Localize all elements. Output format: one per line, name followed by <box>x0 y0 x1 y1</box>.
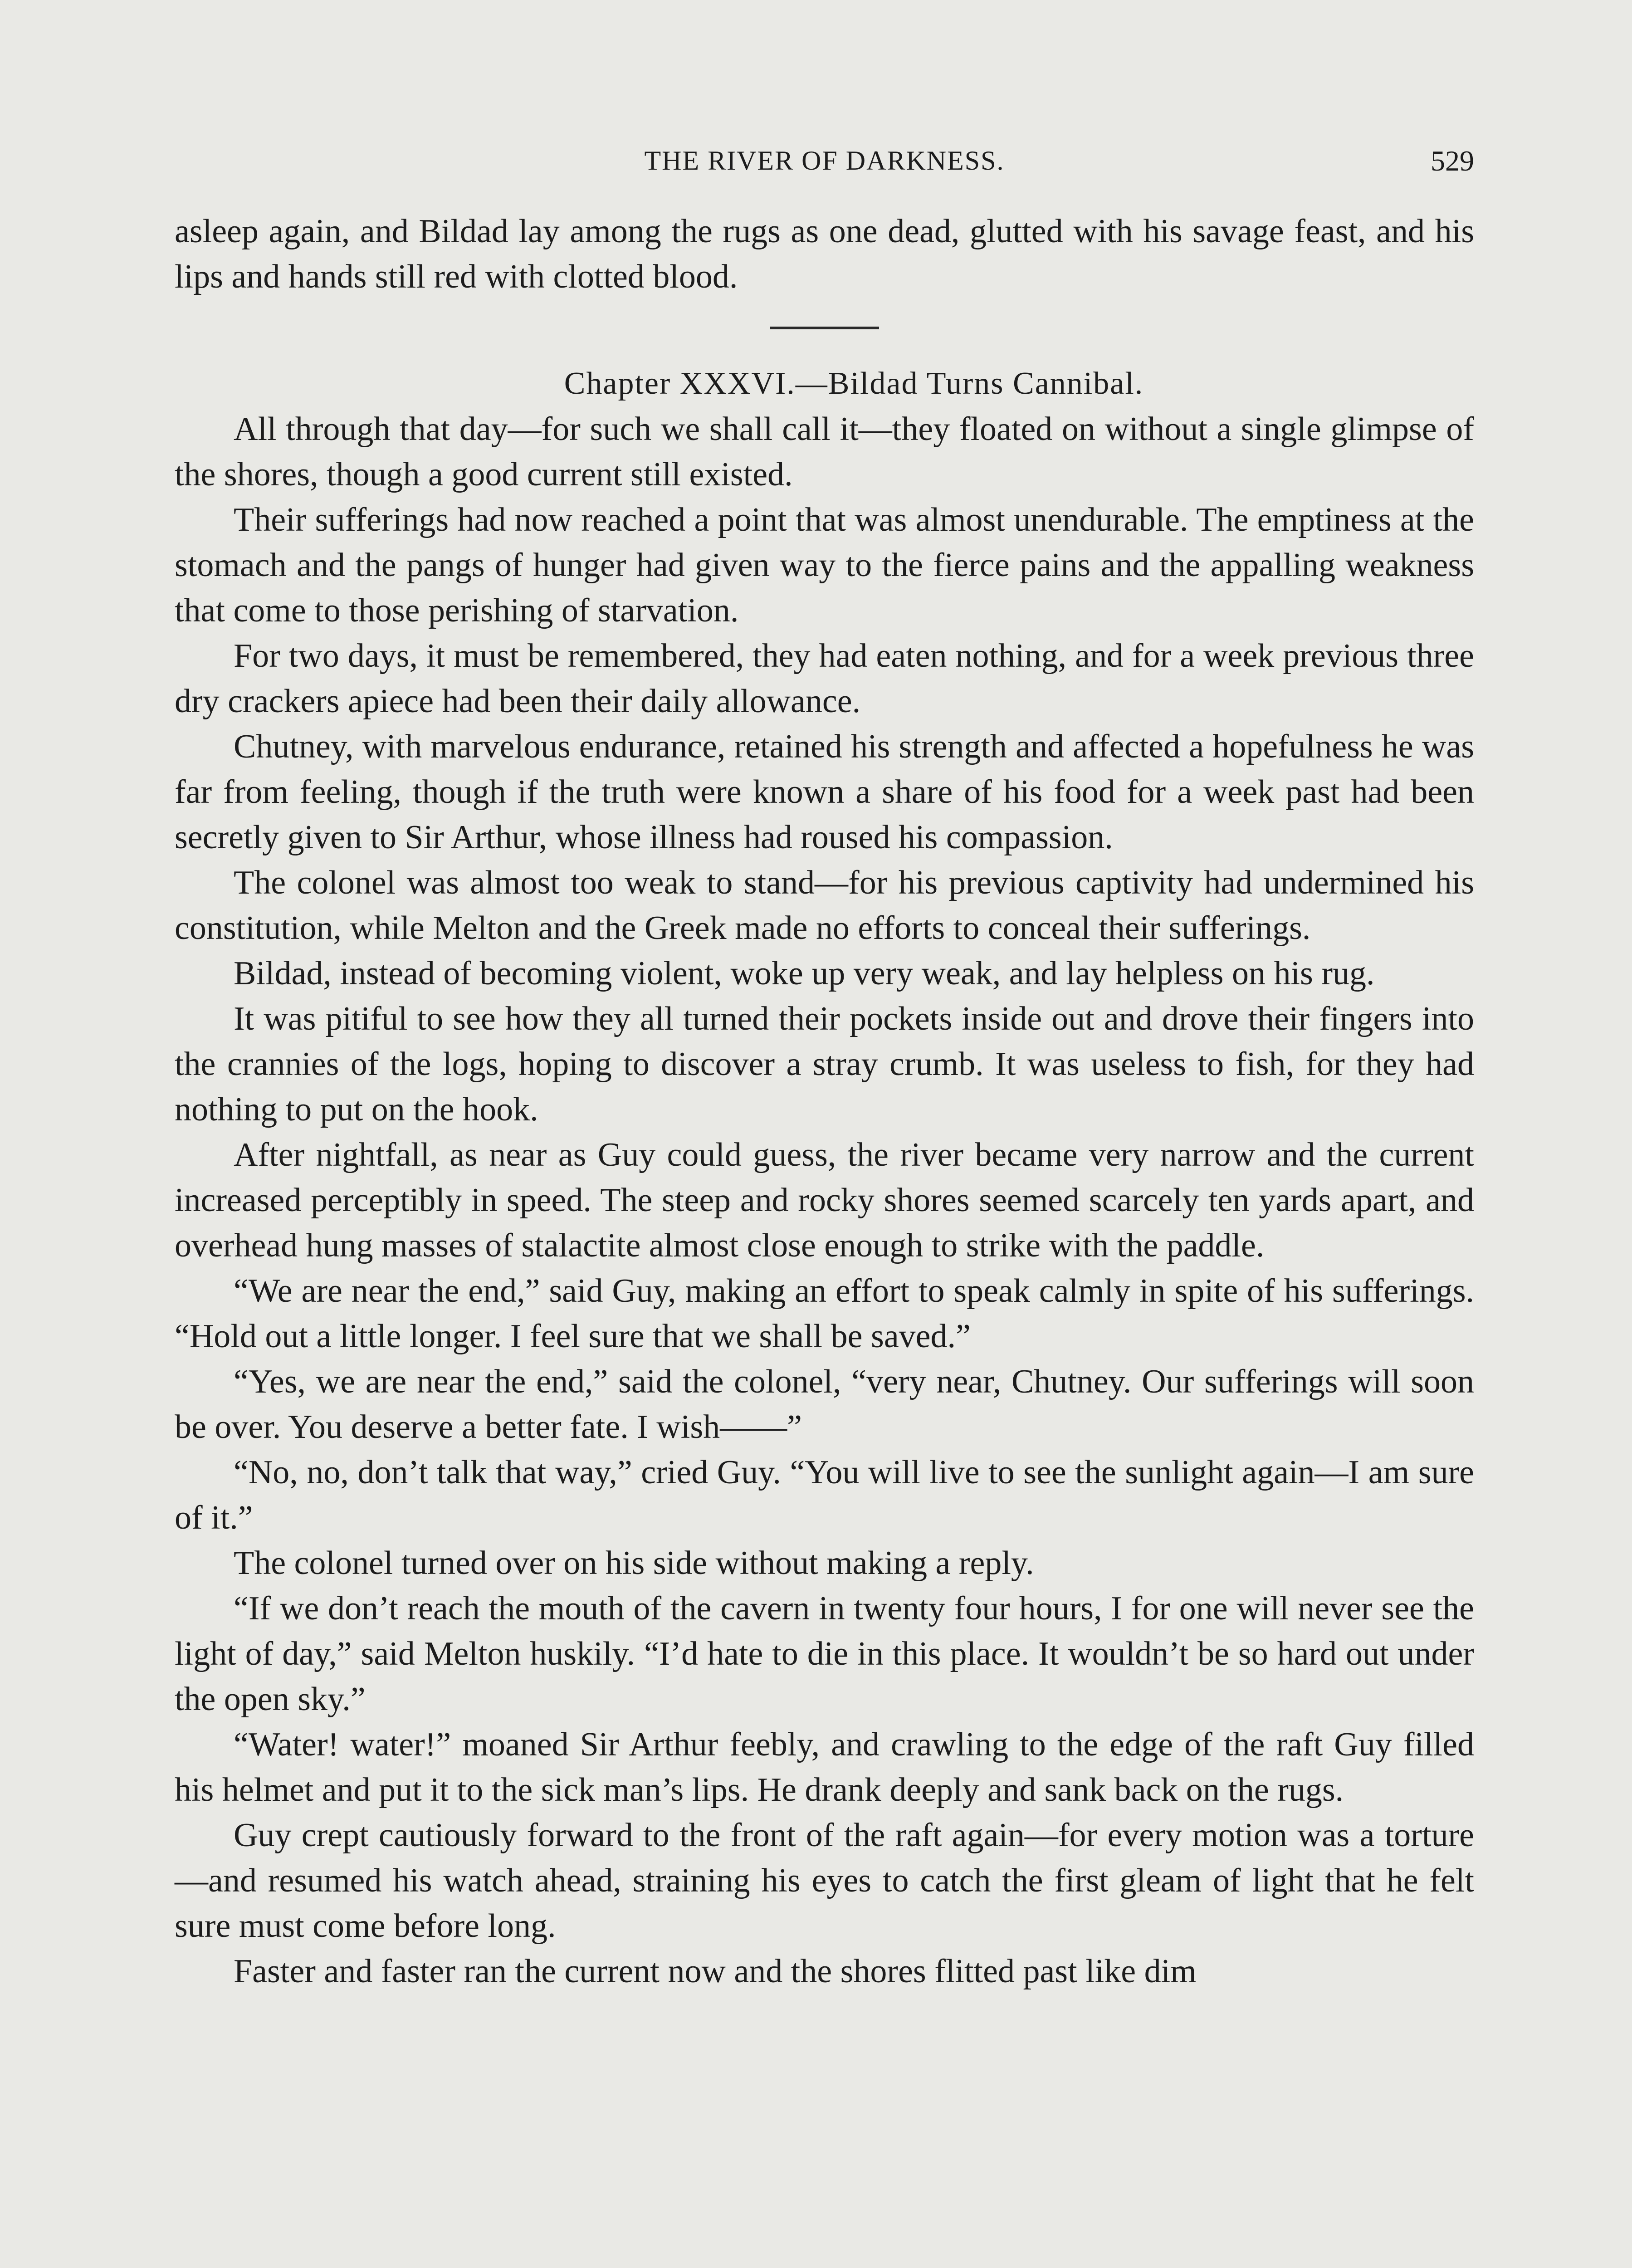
paragraph: Their sufferings had now reached a point that was almost unendurable. The emptiness at the stomach and the pangs of hunger had given way to the fierce pains and the appalling weakness that come to those perishing of starvation. <box>175 501 1474 629</box>
paragraph: “Yes, we are near the end,” said the colonel, “very near, Chutney. Our sufferings will soon be over. You deserve a better fate. I wish——” <box>175 1363 1474 1446</box>
chapter-heading: Chapter XXXVI.—Bildad Turns Cannibal. <box>564 366 1144 401</box>
paragraph: “If we don’t reach the mouth of the cavern in twenty four hours, I for one will never see the light of day,” said Melton huskily. “I’d hate to die in this place. It wouldn’t be so hard out under the open sky.” <box>175 1590 1474 1718</box>
paragraph: The colonel turned over on his side without making a reply. <box>234 1545 1034 1582</box>
paragraph: Faster and faster ran the current now and the shores flitted past like dim <box>234 1953 1197 1990</box>
paragraph: All through that day—for such we shall call it—they floated on without a single glimpse of the shores, though a good current still existed. <box>175 411 1474 493</box>
paragraph: “Water! water!” moaned Sir Arthur feebly, and crawling to the edge of the raft Guy filled his helmet and put it to the sick man’s lips. He drank deeply and sank back on the rugs. <box>175 1726 1474 1809</box>
paragraph: “No, no, don’t talk that way,” cried Guy. “You will live to see the sunlight again—I am sure of it.” <box>175 1454 1474 1536</box>
paragraph: Chutney, with marvelous endurance, retained his strength and affected a hopefulness he was far from feeling, though if the truth were known a share of his food for a week past had been secretly given to Sir Arthur, whose illness had roused his compassion. <box>175 728 1474 856</box>
body-text <box>175 209 1474 1994</box>
running-title: THE RIVER OF DARKNESS. <box>644 146 1005 176</box>
page-header <box>175 136 1474 186</box>
paragraph: Bildad, instead of becoming violent, woke up very weak, and lay helpless on his rug. <box>234 955 1375 992</box>
paragraph: After nightfall, as near as Guy could guess, the river became very narrow and the current increased perceptibly in speed. The steep and rocky shores seemed scarcely ten yards apart, and overhead hung masses of stalactite almost close enough to strike with the paddle. <box>175 1136 1474 1264</box>
paragraph: “We are near the end,” said Guy, making an effort to speak calmly in spite of his sufferings. “Hold out a little longer. I feel sure that we shall be saved.” <box>175 1272 1474 1355</box>
paragraph: It was pitiful to see how they all turned their pockets inside out and drove their fingers into the crannies of the logs, hoping to discover a stray crumb. It was useless to fish, for they had nothing to put on the hook. <box>175 1000 1474 1128</box>
page-number: 529 <box>1431 145 1474 177</box>
paragraph: For two days, it must be remembered, they had eaten nothing, and for a week previous three dry crackers apiece had been their daily allowance. <box>175 637 1474 720</box>
paragraph: The colonel was almost too weak to stand—for his previous captivity had undermined his constitution, while Melton and the Greek made no efforts to conceal their sufferings. <box>175 864 1474 947</box>
opening-paragraph: asleep again, and Bildad lay among the rugs as one dead, glutted with his savage feast, and his lips and hands still red with clotted blood. <box>175 213 1474 295</box>
section-rule <box>770 327 879 329</box>
paragraph: Guy crept cautiously forward to the front of the raft again—for every motion was a torture—and resumed his watch ahead, straining his eyes to catch the first gleam of light that he felt sure must come before long. <box>175 1817 1474 1945</box>
